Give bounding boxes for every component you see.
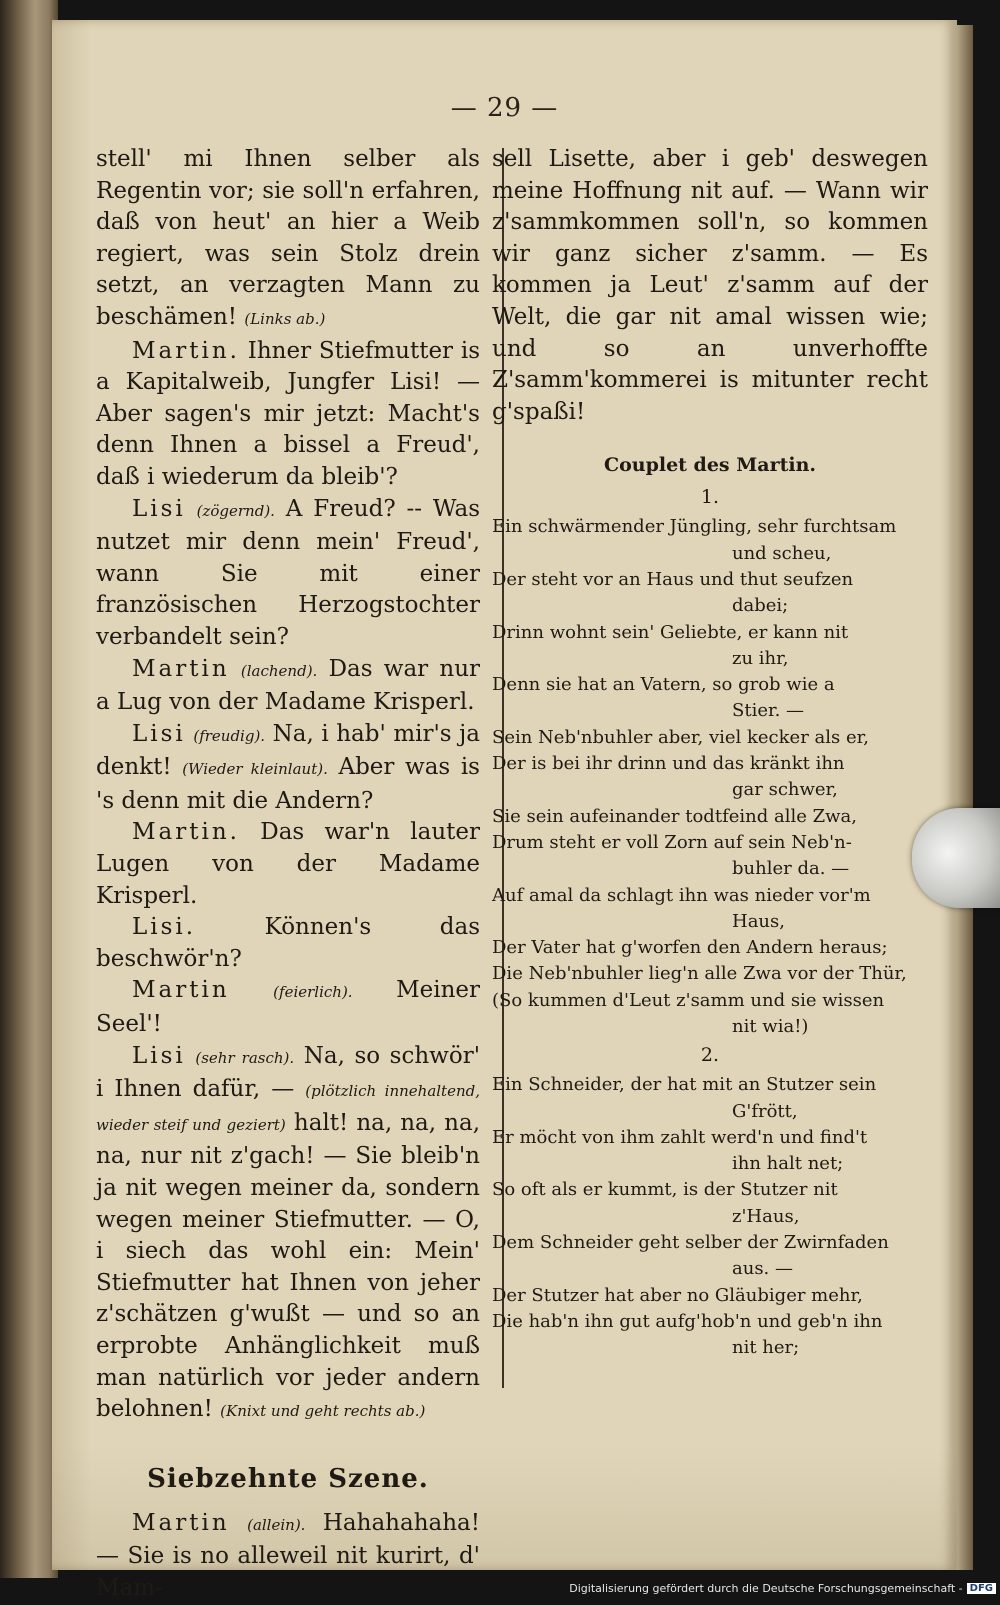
- speaker-name: Martin: [132, 977, 230, 1004]
- paragraph: Martin (lachend). Das war nur a Lug von der Madame Krisperl.: [96, 655, 480, 716]
- speaker-name: Lisi.: [132, 914, 197, 941]
- paragraph: Martin (allein). Hahahahaha! — Sie is no alleweil nit kurirt, d' Mam-: [96, 1509, 480, 1601]
- verse-line: Auf amal da schlagt ihn was nieder vor'm: [492, 884, 871, 906]
- page-clip: [912, 808, 1000, 908]
- verse-line-continuation: Haus,: [732, 910, 785, 932]
- verse-line: Die hab'n ihn gut aufg'hob'n und geb'n ihn: [492, 1310, 883, 1332]
- speaker-name: Martin.: [132, 337, 240, 364]
- verse-line: Der Stutzer hat aber no Gläubiger mehr,: [492, 1284, 863, 1306]
- speaker-name: Lisi: [132, 720, 186, 747]
- page-number: — 29 —: [450, 93, 559, 123]
- right-column: [492, 144, 928, 1362]
- book-spine: [0, 0, 58, 1578]
- verse-line: Sie sein aufeinander todtfeind alle Zwa,: [492, 805, 857, 827]
- paragraph: Martin. Das war'n lauter Lugen von der Madame Krisperl.: [96, 819, 480, 909]
- paragraph: Lisi (sehr rasch). Na, so schwör' i Ihnen dafür, — (plötzlich innehaltend, wieder steif und geziert) halt! na, na, na, na, nur nit z'gach! — Sie bleib'n ja nit wegen meiner da, sondern wegen meiner Stiefmutter. — O, i siech das wohl ein: Mein' Stiefmutter hat Ihnen von jeher z'schätzen g'wußt — und so an erprobte Anhänglichkeit muß man natürlich vor jeder andern belohnen! (Knixt und geht rechts ab.): [96, 1042, 481, 1423]
- verse-line-continuation: Stier. —: [732, 700, 805, 722]
- paragraph: Lisi (zögernd). A Freud? -- Was nutzet mir denn mein' Freud', wann Sie mit einer französischen Herzogstochter verbandelt sein?: [96, 495, 480, 650]
- stanza: [492, 514, 928, 1040]
- scene-heading: Siebzehnte Szene.: [147, 1463, 429, 1494]
- verse-line-continuation: und scheu,: [732, 542, 832, 564]
- stanza-number: 1.: [700, 486, 720, 509]
- speaker-name: Martin.: [132, 819, 240, 846]
- verse-line: Denn sie hat an Vatern, so grob wie a: [492, 674, 835, 696]
- verse-line-continuation: gar schwer,: [732, 779, 838, 801]
- verse-line-continuation: z'Haus,: [732, 1205, 800, 1227]
- verse-line-continuation: buhler da. —: [732, 858, 850, 880]
- verse-line-continuation: dabei;: [732, 595, 789, 617]
- verse-line: Ein Schneider, der hat mit an Stutzer sein: [492, 1074, 877, 1096]
- verse-line: Dem Schneider geht selber der Zwirnfaden: [492, 1232, 889, 1254]
- paragraph: Martin. Ihner Stiefmutter is a Kapitalweib, Jungfer Lisi! — Aber sagen's mir jetzt: Macht's denn Ihnen a bissel a Freud', daß i wiederum da bleib'?: [96, 337, 480, 490]
- paragraph: Lisi (freudig). Na, i hab' mir's ja denkt! (Wieder kleinlaut). Aber was is 's denn mit die Andern?: [96, 720, 481, 814]
- speaker-name: Lisi: [132, 495, 186, 522]
- verse-line: Drum steht er voll Zorn auf sein Neb'n-: [492, 831, 852, 853]
- verse-line-continuation: zu ihr,: [732, 647, 789, 669]
- stanza-number: 2.: [700, 1044, 720, 1067]
- verse-line-continuation: G'frött,: [732, 1100, 798, 1122]
- verse-line: Der steht vor an Haus und thut seufzen: [492, 568, 854, 590]
- verse-line: Die Neb'nbuhler lieg'n alle Zwa vor der Thür,: [492, 963, 907, 985]
- speaker-name: Martin: [132, 655, 230, 682]
- paragraph: Lisi. Können's das beschwör'n?: [96, 914, 480, 972]
- speaker-name: Lisi: [132, 1042, 186, 1069]
- verse-line: Drinn wohnt sein' Geliebte, er kann nit: [492, 621, 849, 643]
- verse-line: (So kummen d'Leut z'samm und sie wissen: [492, 989, 885, 1011]
- stanza: [492, 1072, 928, 1361]
- verse-line-continuation: ihn halt net;: [732, 1153, 844, 1175]
- couplet-stanzas: [492, 486, 928, 1361]
- left-column: [96, 144, 480, 1605]
- dfg-logo: DFG: [967, 1583, 996, 1594]
- verse-line: Der is bei ihr drinn und das kränkt ihn: [492, 753, 845, 775]
- verse-line-continuation: aus. —: [732, 1258, 794, 1280]
- paragraph: sell Lisette, aber i geb' deswegen meine Hoffnung nit auf. — Wann wir z'sammkommen soll'n, so kommen wir ganz sicher z'samm. — Es kommen ja Leut' z'samm auf der Welt, die gar nit amal wissen wie; und so an unverhoffte Z'samm'kommerei is mitunter recht g'spaßi!: [492, 146, 928, 425]
- footer: [569, 1580, 996, 1597]
- verse-line: Sein Neb'nbuhler aber, viel kecker als er,: [492, 726, 869, 748]
- verse-line: Der Vater hat g'worfen den Andern heraus;: [492, 937, 888, 959]
- couplet-title: Couplet des Martin.: [603, 454, 817, 477]
- verse-line: Ein schwärmender Jüngling, sehr furchtsam: [492, 516, 897, 538]
- paragraph: Martin (feierlich). Meiner Seel'!: [96, 977, 481, 1038]
- verse-line-continuation: nit wia!): [732, 1015, 809, 1037]
- verse-line: Er möcht von ihm zahlt werd'n und find't: [492, 1126, 868, 1148]
- footer-credit: Digitalisierung gefördert durch die Deutsche Forschungsgemeinschaft -: [569, 1582, 963, 1595]
- verse-line: So oft als er kummt, is der Stutzer nit: [492, 1179, 838, 1201]
- speaker-name: Martin: [132, 1509, 230, 1536]
- verse-line-continuation: nit her;: [732, 1337, 800, 1359]
- paragraph: stell' mi Ihnen selber als Regentin vor; sie soll'n erfahren, daß von heut' an hier a Weib regiert, was sein Stolz drein setzt, an verzagten Mann zu beschämen! (Links ab.): [96, 146, 480, 330]
